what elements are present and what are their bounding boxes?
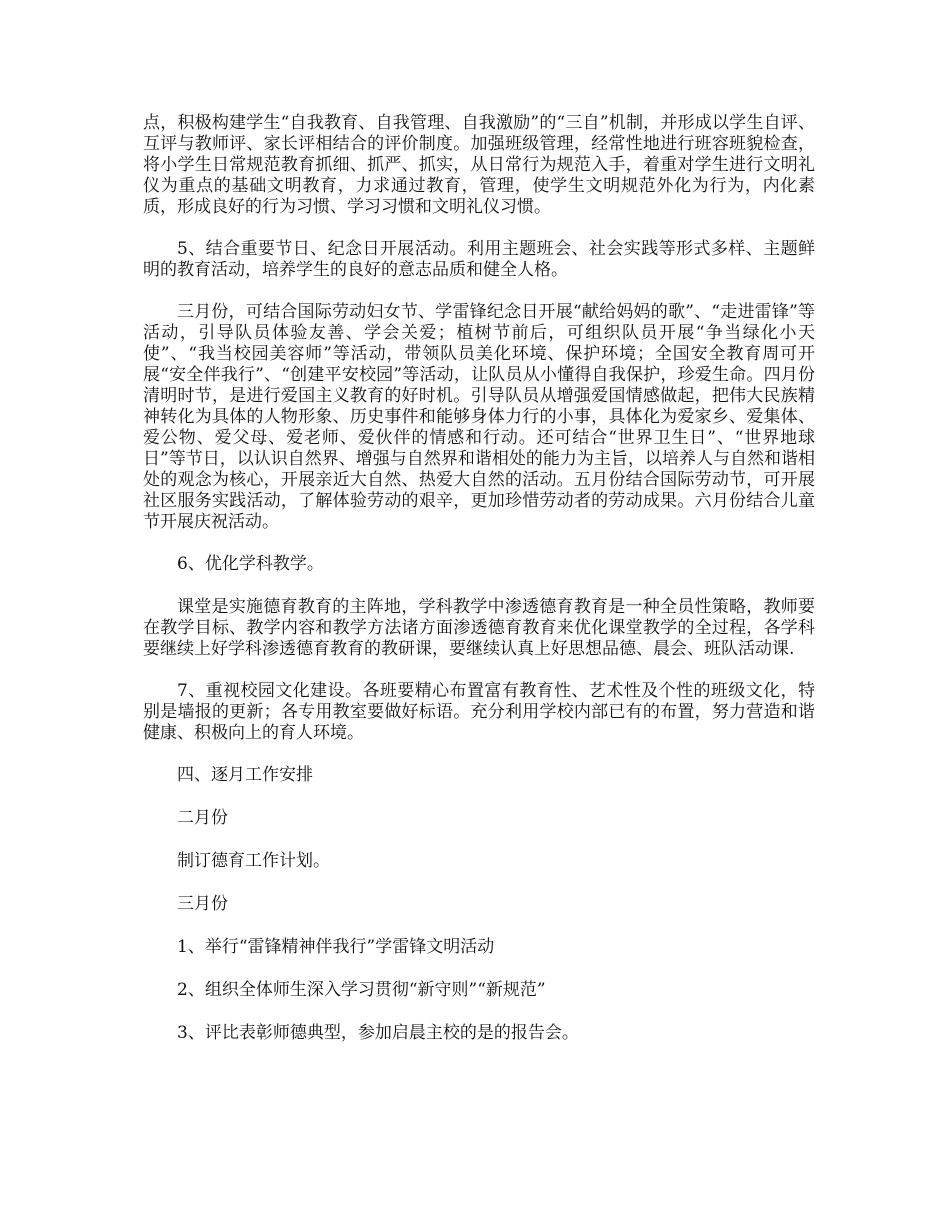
february-item: 制订德育工作计划。	[177, 851, 330, 871]
month-label-february: 二月份	[177, 808, 228, 828]
section-heading-monthly-schedule: 四、逐月工作安排	[177, 765, 313, 785]
march-item-2: 2、组织全体师生深入学习贯彻“新守则”“新规范”	[177, 980, 546, 1000]
march-item-1: 1、举行“雷锋精神伴我行”学雷锋文明活动	[177, 937, 495, 957]
paragraph-classroom-teaching: 课堂是实施德育教育的主阵地，学科教学中渗透德育教育是一种全员性策略，教师要在教学目标、教学内容和教学方法诸方面渗透德育教育来优化课堂教学的全过程，各学科要继续上好学科渗透德育教育的教研课，要继续认真上好思想品德、晨会、班队活动课.	[143, 597, 815, 659]
month-label-march: 三月份	[177, 894, 228, 914]
march-item-3: 3、评比表彰师德典型，参加启晨主校的是的报告会。	[177, 1023, 579, 1043]
paragraph-campus-culture: 7、重视校园文化建设。各班要精心布置富有教育性、艺术性及个性的班级文化，特别是墙报的更新；各专用教室要做好标语。充分利用学校内部已有的布置，努力营造和谐健康、积极向上的育人环境。	[143, 681, 815, 743]
document-body	[143, 113, 815, 1044]
paragraph-subject-teaching-heading: 6、优化学科教学。	[177, 554, 324, 574]
paragraph-monthly-themes: 三月份，可结合国际劳动妇女节、学雷锋纪念日开展“献给妈妈的歌”、“走进雷锋”等活动，引导队员体验友善、学会关爱；植树节前后，可组织队员开展“争当绿化小天使”、“我当校园美容师”等活动，带领队员美化环境、保护环境；全国安全教育周可开展“安全伴我行”、“创建平安校园”等活动，让队员从小懂得自我保护，珍爱生命。四月份清明时节，是进行爱国主义教育的好时机。引导队员从增强爱国情感做起，把伟大民族精神转化为具体的人物形象、历史事件和能够身体力行的小事，具体化为爱家乡、爱集体、爱公物、爱父母、爱老师、爱伙伴的情感和行动。还可结合“世界卫生日”、“世界地球日”等节日，以认识自然界、增强与自然界和谐相处的能力为主旨，以培养人与自然和谐相处的观念为核心，开展亲近大自然、热爱大自然的活动。五月份结合国际劳动节，可开展社区服务实践活动，了解体验劳动的艰辛，更加珍惜劳动者的劳动成果。六月份结合儿童节开展庆祝活动。	[143, 302, 815, 532]
paragraph-festival-activities: 5、结合重要节日、纪念日开展活动。利用主题班会、社会实践等形式多样、主题鲜明的教育活动，培养学生的良好的意志品质和健全人格。	[143, 239, 815, 280]
paragraph-self-management: 点，积极构建学生“自我教育、自我管理、自我激励”的“三自”机制，并形成以学生自评、互评与教师评、家长评相结合的评价制度。加强班级管理，经常性地进行班容班貌检查，将小学生日常规范教育抓细、抓严、抓实，从日常行为规范入手，着重对学生进行文明礼仪为重点的基础文明教育，力求通过教育，管理，使学生文明规范外化为行为，内化素质，形成良好的行为习惯、学习习惯和文明礼仪习惯。	[143, 113, 815, 217]
